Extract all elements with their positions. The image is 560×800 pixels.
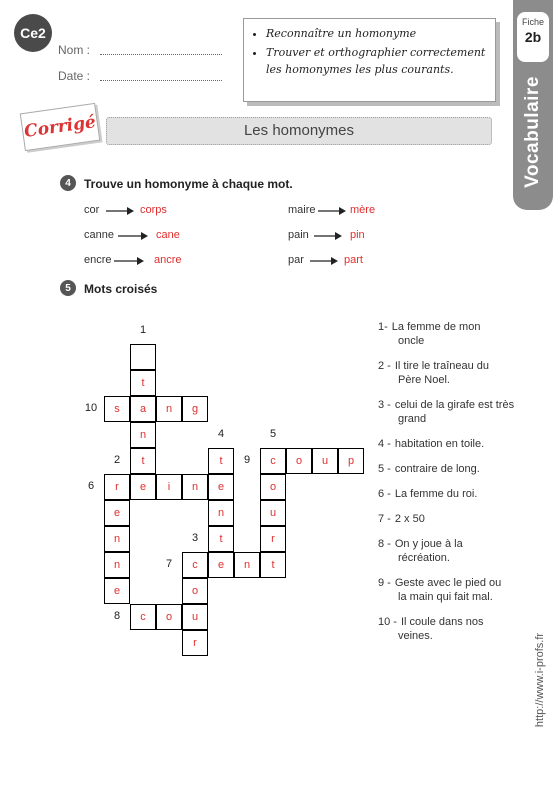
crossword-cell[interactable]: e xyxy=(130,474,156,500)
website-url: http://www.i-profs.fr xyxy=(534,632,546,728)
objectives-box xyxy=(243,18,496,102)
date-label: Date : xyxy=(58,69,91,83)
page-title: Les homonymes xyxy=(106,117,492,145)
crossword-cell[interactable]: t xyxy=(260,552,286,578)
clue-text: 2 x 50 xyxy=(394,513,425,525)
crossword-cell[interactable]: t xyxy=(130,370,156,396)
clue-number: 1- xyxy=(378,321,388,333)
homonym-answer: mère xyxy=(350,204,376,216)
source-word: pain xyxy=(288,229,309,241)
crossword-cell[interactable]: n xyxy=(130,422,156,448)
crossword-cell[interactable]: u xyxy=(312,448,338,474)
clue-text: La femme du roi. xyxy=(394,488,478,500)
fiche-label: Fiche xyxy=(521,17,544,27)
crossword-number: 4 xyxy=(217,428,225,440)
clue-number: 6 - xyxy=(378,488,391,500)
clue-text: Geste avec le pied ou xyxy=(394,577,502,589)
homonym-answer: pin xyxy=(350,229,365,241)
homonym-answer: ancre xyxy=(154,254,182,266)
crossword-cell[interactable]: t xyxy=(208,526,234,552)
clue-item xyxy=(378,487,528,501)
crossword-cell[interactable]: o xyxy=(260,474,286,500)
source-word: maire xyxy=(288,204,316,216)
clue-text: Il tire le traîneau du xyxy=(394,360,490,372)
fiche-box xyxy=(517,12,549,62)
clue-text: celui de la girafe est très xyxy=(394,399,515,411)
clue-text-continued: grand xyxy=(398,413,427,425)
crossword-number: 6 xyxy=(87,480,95,492)
clue-item xyxy=(378,359,528,387)
crossword-cell[interactable]: n xyxy=(182,474,208,500)
clue-item xyxy=(378,537,528,565)
crossword-cell[interactable]: r xyxy=(182,630,208,656)
clue-text: On y joue à la xyxy=(394,538,463,550)
arrow-icon xyxy=(114,256,144,266)
subject-label: Vocabulaire xyxy=(522,76,543,188)
homonym-answer: cane xyxy=(156,229,180,241)
crossword-cell[interactable]: e xyxy=(208,552,234,578)
crossword-cell[interactable]: s xyxy=(104,396,130,422)
arrow-icon xyxy=(106,206,134,216)
clue-number: 2 - xyxy=(378,360,391,372)
crossword-cell[interactable]: n xyxy=(208,500,234,526)
crossword-cell[interactable]: r xyxy=(104,474,130,500)
fiche-number: 2b xyxy=(524,29,542,45)
level-badge: Ce2 xyxy=(14,14,52,52)
crossword-cell[interactable]: a xyxy=(130,396,156,422)
arrow-icon xyxy=(310,256,338,266)
crossword-cell[interactable]: c xyxy=(182,552,208,578)
exercise-number: 4 xyxy=(60,175,76,191)
clue-number: 4 - xyxy=(378,438,391,450)
crossword-cell[interactable]: t xyxy=(130,448,156,474)
clue-text: habitation en toile. xyxy=(394,438,485,450)
crossword-cell[interactable]: u xyxy=(182,604,208,630)
crossword-cell[interactable]: p xyxy=(338,448,364,474)
arrow-icon xyxy=(118,231,148,241)
crossword-cell[interactable]: e xyxy=(104,578,130,604)
crossword-cell[interactable]: t xyxy=(208,448,234,474)
corrige-stamp: Corrigé xyxy=(20,103,101,151)
clue-text-continued: Père Noel. xyxy=(398,374,450,386)
crossword-cell[interactable]: u xyxy=(260,500,286,526)
clue-number: 5 - xyxy=(378,463,391,475)
arrow-icon xyxy=(318,206,346,216)
clue-item xyxy=(378,320,528,348)
clue-text: La femme de mon xyxy=(391,321,481,333)
clue-text-continued: récréation. xyxy=(398,552,450,564)
crossword-cell[interactable] xyxy=(130,344,156,370)
source-word: encre xyxy=(84,254,112,266)
clue-number: 3 - xyxy=(378,399,391,411)
clue-list xyxy=(378,320,528,654)
clue-text-continued: la main qui fait mal. xyxy=(398,591,493,603)
crossword-number: 10 xyxy=(84,402,98,414)
clue-text: contraire de long. xyxy=(394,463,480,475)
crossword-cell[interactable]: i xyxy=(156,474,182,500)
clue-number: 7 - xyxy=(378,513,391,525)
homonym-answer: part xyxy=(344,254,363,266)
source-word: cor xyxy=(84,204,100,216)
crossword-cell[interactable]: c xyxy=(260,448,286,474)
clue-item xyxy=(378,615,528,643)
nom-label: Nom : xyxy=(58,43,91,57)
clue-text-continued: oncle xyxy=(398,335,425,347)
crossword-number: 7 xyxy=(165,558,173,570)
source-word: par xyxy=(288,254,304,266)
crossword-number: 8 xyxy=(113,610,121,622)
exercise-title: Mots croisés xyxy=(84,282,158,296)
crossword-cell[interactable]: n xyxy=(104,526,130,552)
homonym-answer: corps xyxy=(140,204,167,216)
crossword-number: 1 xyxy=(139,324,147,336)
nom-field[interactable] xyxy=(100,44,222,55)
crossword-cell[interactable]: c xyxy=(130,604,156,630)
crossword-cell[interactable]: o xyxy=(156,604,182,630)
clue-item xyxy=(378,462,528,476)
clue-text-continued: veines. xyxy=(398,630,433,642)
crossword-number: 3 xyxy=(191,532,199,544)
crossword-cell[interactable]: n xyxy=(234,552,260,578)
crossword-cell[interactable]: o xyxy=(182,578,208,604)
crossword-number: 9 xyxy=(243,454,251,466)
crossword-cell[interactable]: n xyxy=(156,396,182,422)
clue-number: 10 - xyxy=(378,616,397,628)
clue-number: 8 - xyxy=(378,538,391,550)
clue-number: 9 - xyxy=(378,577,391,589)
crossword-number: 2 xyxy=(113,454,121,466)
date-field[interactable] xyxy=(100,70,222,81)
exercise-number: 5 xyxy=(60,280,76,296)
clue-item xyxy=(378,512,528,526)
crossword-cell[interactable]: g xyxy=(182,396,208,422)
crossword-cell[interactable]: n xyxy=(104,552,130,578)
clue-item xyxy=(378,576,528,604)
crossword-cell[interactable]: r xyxy=(260,526,286,552)
crossword-cell[interactable]: o xyxy=(286,448,312,474)
crossword-cell[interactable]: e xyxy=(208,474,234,500)
exercise-title: Trouve un homonyme à chaque mot. xyxy=(84,177,293,191)
clue-text: Il coule dans nos xyxy=(400,616,484,628)
clue-item xyxy=(378,398,528,426)
arrow-icon xyxy=(314,231,342,241)
objective-item: • Trouver et orthographier correctement les homonymes les plus courants. xyxy=(266,44,487,78)
objective-item: • Reconnaître un homonyme xyxy=(266,25,487,42)
crossword-cell[interactable]: e xyxy=(104,500,130,526)
crossword-number: 5 xyxy=(269,428,277,440)
source-word: canne xyxy=(84,229,114,241)
clue-item xyxy=(378,437,528,451)
